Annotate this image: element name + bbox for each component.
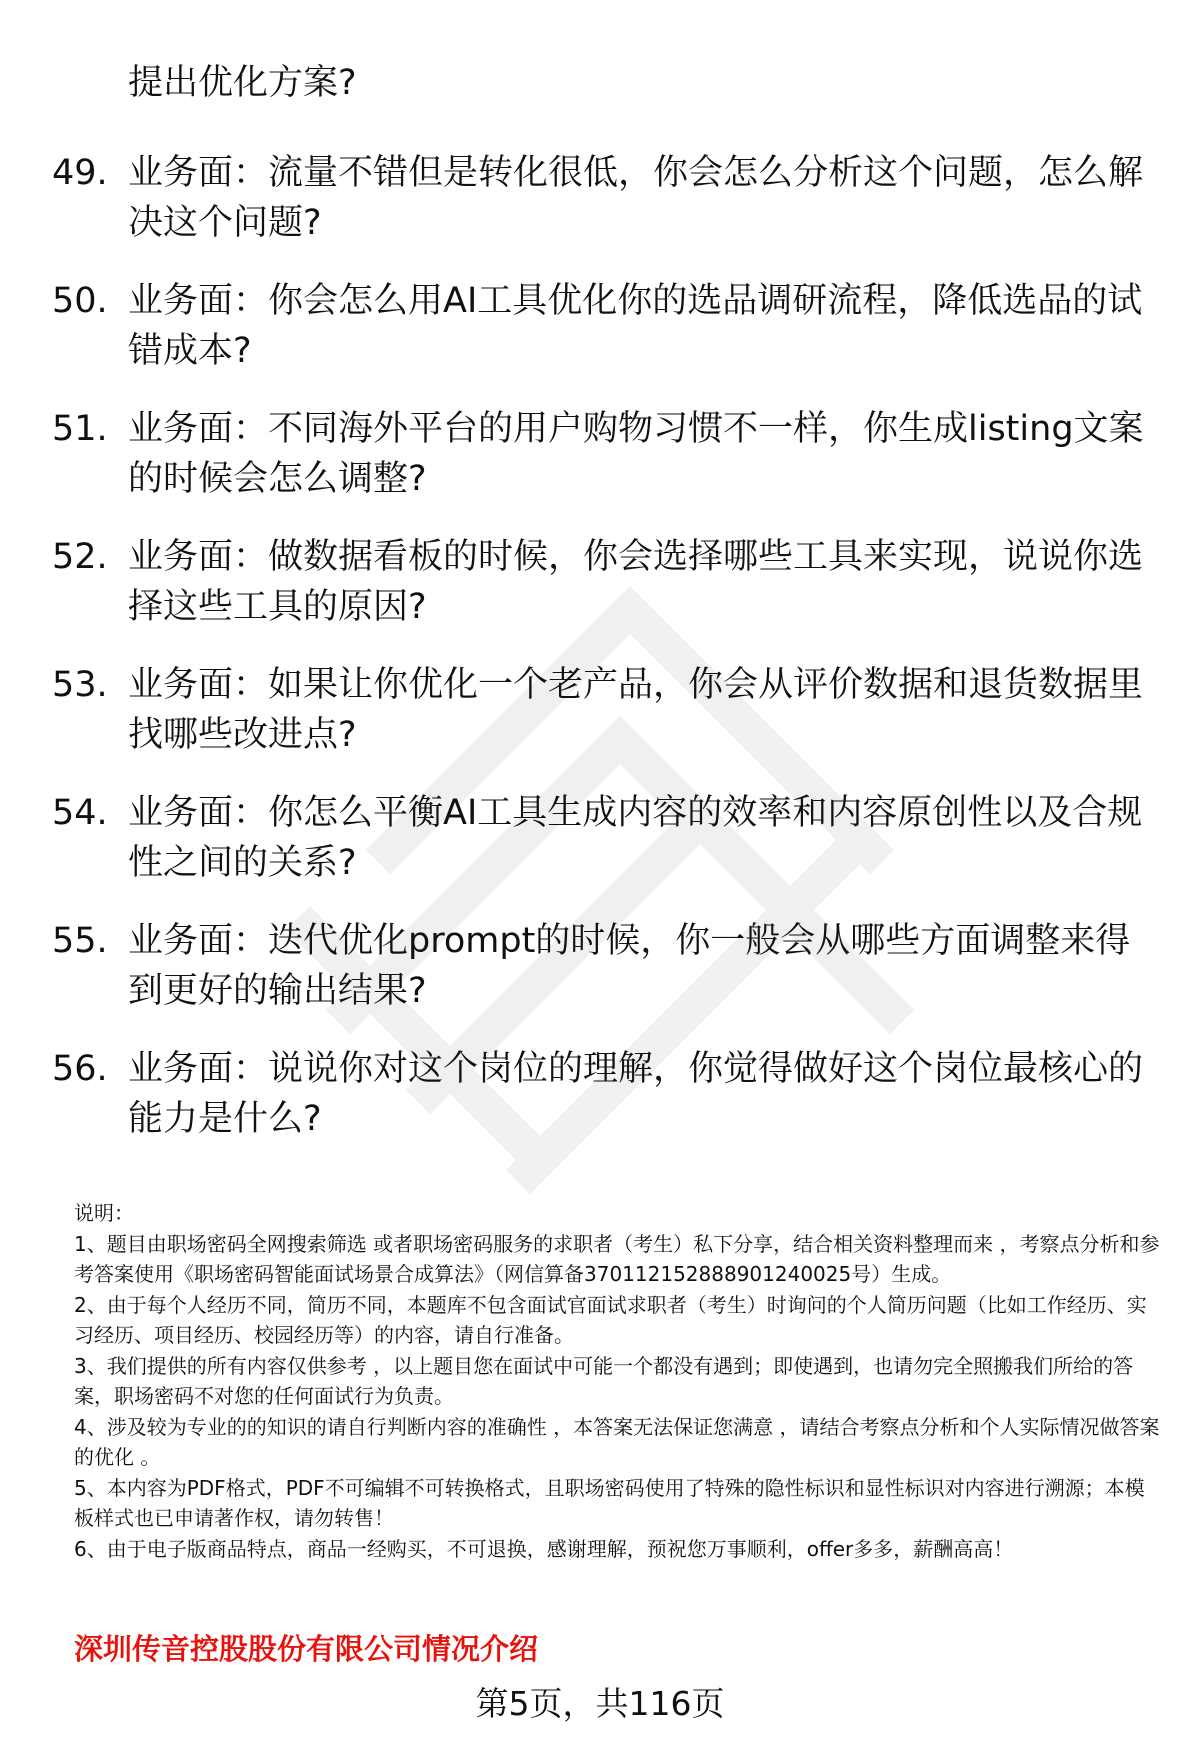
note-item: 5、本内容为PDF格式，PDF不可编辑不可转换格式，且职场密码使用了特殊的隐性标识和显性标识对内容进行溯源；本模板样式也已申请著作权，请勿转售！ [74, 1475, 1145, 1530]
notes-section [74, 1198, 1164, 1564]
question-number: 50. [52, 281, 108, 321]
question-text: 业务面：你会怎么用AI工具优化你的选品调研流程，降低选品的试错成本? [128, 281, 1143, 371]
question-number: 54. [52, 793, 108, 833]
question-text: 业务面：流量不错但是转化很低，你会怎么分析这个问题，怎么解决这个问题? [128, 153, 1144, 243]
notes-title: 说明： [74, 1201, 134, 1225]
question-text: 业务面：你怎么平衡AI工具生成内容的效率和内容原创性以及合规性之间的关系? [128, 793, 1143, 883]
list-item [0, 1044, 1200, 1144]
question-number: 51. [52, 409, 108, 449]
note-item: 2、由于每个人经历不同，简历不同，本题库不包含面试官面试求职者（考生）时询问的个人简历问题（比如工作经历、实习经历、项目经历、校园经历等）的内容，请自行准备。 [74, 1292, 1147, 1347]
question-list [0, 58, 1200, 1172]
question-number: 56. [52, 1049, 108, 1089]
list-item [0, 58, 1200, 108]
question-text: 业务面：说说你对这个岗位的理解，你觉得做好这个岗位最核心的能力是什么? [128, 1049, 1144, 1139]
question-text: 业务面：迭代优化prompt的时候，你一般会从哪些方面调整来得到更好的输出结果? [128, 921, 1131, 1011]
question-text: 业务面：不同海外平台的用户购物习惯不一样，你生成listing文案的时候会怎么调整? [128, 409, 1144, 499]
list-item [0, 148, 1200, 248]
question-text: 提出优化方案? [128, 63, 357, 103]
list-item [0, 532, 1200, 632]
question-number: 53. [52, 665, 108, 705]
note-item: 1、题目由职场密码全网搜索筛选 或者职场密码服务的求职者（考生）私下分享，结合相关资料整理而来 ，考察点分析和参考答案使用《职场密码智能面试场景合成算法》（网信算备370112152888901240025号）生成。 [74, 1231, 1160, 1286]
list-item [0, 276, 1200, 376]
note-item: 4、涉及较为专业的的知识的请自行判断内容的准确性 ，本答案无法保证您满意 ，请结合考察点分析和个人实际情况做答案的优化 。 [74, 1414, 1160, 1469]
list-item [0, 916, 1200, 1016]
list-item [0, 404, 1200, 504]
question-number: 49. [52, 153, 108, 193]
page-number: 第5页，共116页 [475, 1684, 725, 1723]
note-item: 3、我们提供的所有内容仅供参考 ，以上题目您在面试中可能一个都没有遇到；即使遇到，也请勿完全照搬我们所给的答案，职场密码不对您的任何面试行为负责。 [74, 1353, 1134, 1408]
question-number: 52. [52, 537, 108, 577]
list-item [0, 788, 1200, 888]
question-text: 业务面：如果让你优化一个老产品，你会从评价数据和退货数据里找哪些改进点? [128, 665, 1144, 755]
question-number: 55. [52, 921, 108, 961]
company-title-link[interactable]: 深圳传音控股股份有限公司情况介绍 [74, 1632, 539, 1666]
note-item: 6、由于电子版商品特点，商品一经购买，不可退换，感谢理解，预祝您万事顺利，offer多多，薪酬高高！ [74, 1536, 1014, 1561]
list-item [0, 660, 1200, 760]
question-text: 业务面：做数据看板的时候，你会选择哪些工具来实现，说说你选择这些工具的原因? [128, 537, 1144, 627]
